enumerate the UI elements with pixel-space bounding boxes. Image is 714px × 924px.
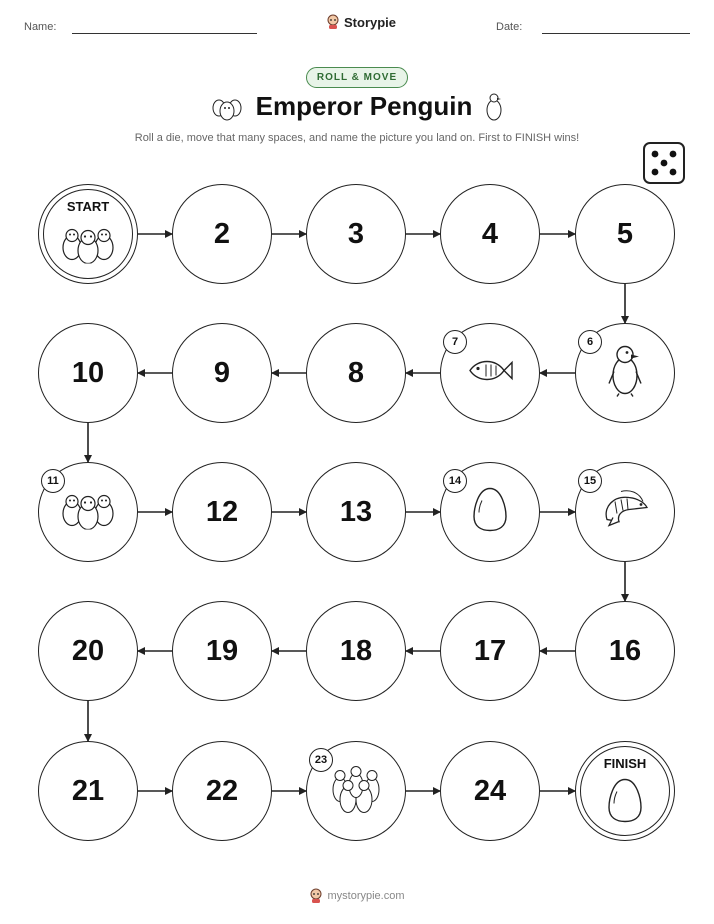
egg-icon [607, 777, 643, 828]
board-space-2 [172, 184, 272, 284]
board-space-3 [306, 184, 406, 284]
space-number: 21 [71, 774, 105, 807]
board-space-18 [306, 601, 406, 701]
space-number: 24 [473, 774, 507, 807]
start-label: START [66, 199, 110, 214]
space-number: 17 [473, 634, 507, 667]
space-number: 5 [616, 217, 634, 250]
board-space-12 [172, 462, 272, 562]
space-number-badge: 14 [443, 469, 467, 493]
space-number-badge: 7 [443, 330, 467, 354]
penguin-group-icon [60, 490, 116, 535]
board-space-13 [306, 462, 406, 562]
board-space-24 [440, 741, 540, 841]
board-space-7 [440, 323, 540, 423]
shrimp-icon [599, 490, 651, 535]
space-number-badge: 6 [578, 330, 602, 354]
space-number: 16 [608, 634, 642, 667]
space-number: 20 [71, 634, 105, 667]
activity-badge: ROLL & MOVE [306, 67, 408, 88]
space-number: 3 [347, 217, 365, 250]
fish-icon [466, 357, 514, 390]
board-space-22 [172, 741, 272, 841]
board-space-23 [306, 741, 406, 841]
penguin-group-icon [60, 223, 116, 268]
space-number: 2 [213, 217, 231, 250]
board-space-14 [440, 462, 540, 562]
space-number: 12 [205, 495, 239, 528]
board-space-10 [38, 323, 138, 423]
board-space-15 [575, 462, 675, 562]
brand-name: Storypie [344, 14, 397, 30]
finish-space [575, 741, 675, 841]
space-number: 18 [339, 634, 373, 667]
board-space-9 [172, 323, 272, 423]
board-space-21 [38, 741, 138, 841]
space-number-badge: 23 [309, 748, 333, 772]
space-number-badge: 11 [41, 469, 65, 493]
egg-icon [472, 487, 508, 538]
instructions: Roll a die, move that many spaces, and name the picture you land on. First to FINISH wins! [134, 132, 580, 144]
board-space-16 [575, 601, 675, 701]
board-space-11 [38, 462, 138, 562]
space-number: 22 [205, 774, 239, 807]
board-space-19 [172, 601, 272, 701]
space-number: 9 [213, 356, 231, 389]
space-number: 19 [205, 634, 239, 667]
finish-label: FINISH [603, 756, 647, 771]
page-title: Emperor Penguin [255, 91, 473, 121]
website-url: mystorypie.com [327, 890, 405, 902]
penguin-colony-icon [326, 760, 386, 823]
space-number-badge: 15 [578, 469, 602, 493]
board-space-4 [440, 184, 540, 284]
storypie-mascot-icon [309, 888, 323, 904]
board-space-8 [306, 323, 406, 423]
space-number: 4 [481, 217, 499, 250]
start-space [38, 184, 138, 284]
footer [309, 888, 404, 904]
board-space-5 [575, 184, 675, 284]
date-label: Date: [496, 21, 523, 33]
name-label: Name: [24, 21, 57, 33]
board-space-20 [38, 601, 138, 701]
space-number: 8 [347, 356, 365, 389]
board-space-6 [575, 323, 675, 423]
space-number: 13 [339, 495, 373, 528]
board-space-17 [440, 601, 540, 701]
space-number: 10 [71, 356, 105, 389]
footer-row [0, 888, 714, 904]
penguin-icon [605, 344, 645, 403]
